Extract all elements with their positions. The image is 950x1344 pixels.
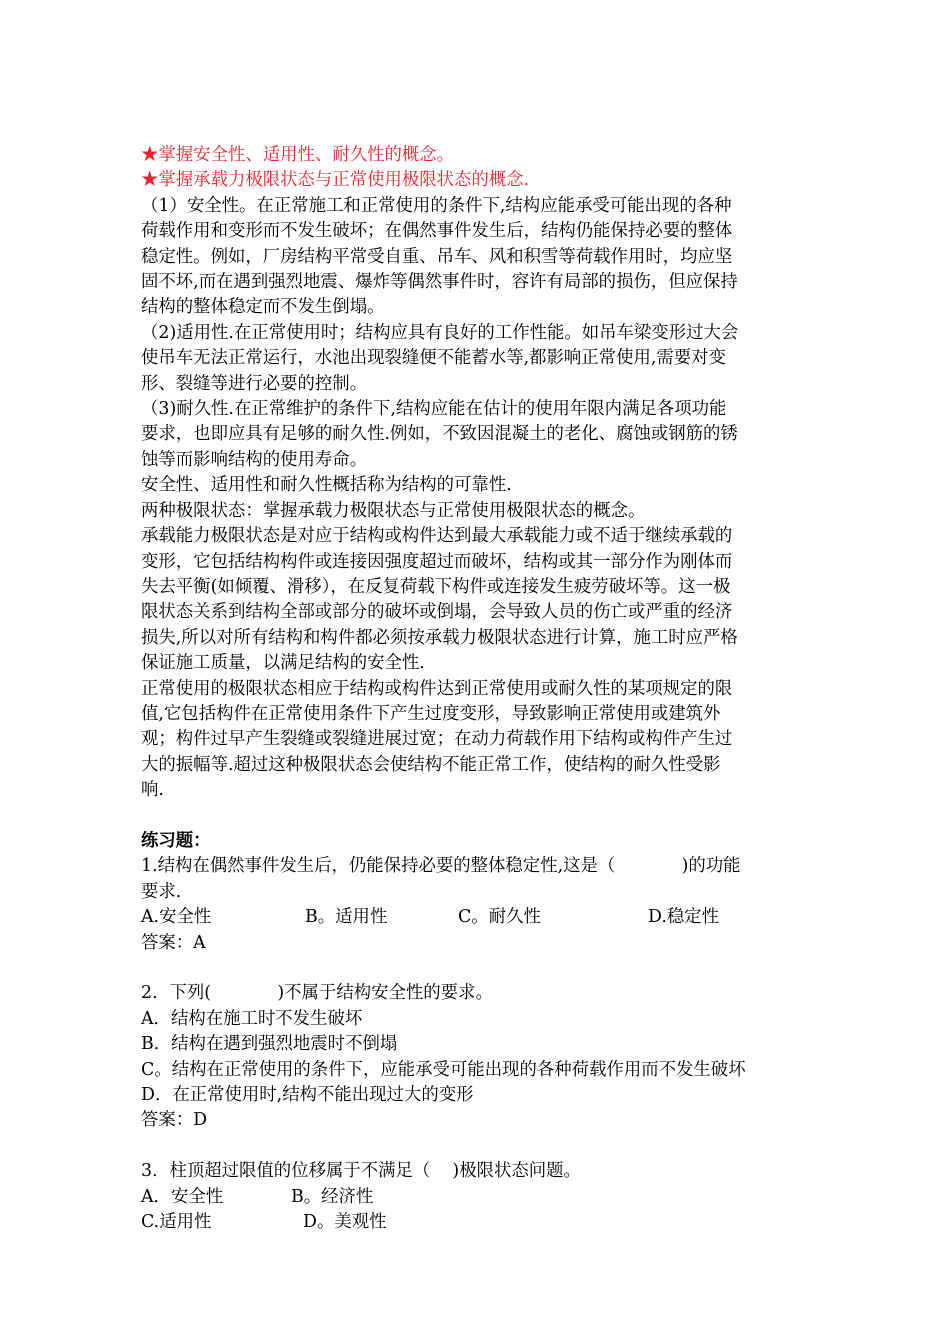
body-line: 变形，它包括结构构件或连接因强度超过而破坏，结构或其一部分作为刚体而 [141, 551, 733, 572]
question-3 [141, 1159, 821, 1235]
body-line: 固不坏,而在遇到强烈地震、爆炸等偶然事件时，容许有局部的损伤，但应保持 [141, 272, 738, 293]
option: D。美观性 [303, 1212, 387, 1233]
question-stem: 3．柱顶超过限值的位移属于不满足（ )极限状态问题。 [141, 1161, 581, 1182]
body-line: 荷载作用和变形而不发生破坏；在偶然事件发生后，结构仍能保持必要的整体 [141, 221, 733, 242]
body-line: 限状态关系到结构全部或部分的破坏或倒塌，会导致人员的伤亡或严重的经济 [141, 602, 733, 623]
answer: 答案：A [141, 932, 206, 953]
question-stem: 要求. [141, 881, 182, 902]
body-line: 保证施工质量，以满足结构的安全性. [141, 653, 425, 674]
option: B。适用性 [305, 907, 388, 928]
exercise-heading: 练习题： [141, 830, 211, 851]
document-page [141, 143, 821, 1235]
spacer [141, 1134, 821, 1159]
question-1 [141, 854, 821, 956]
body-line: 承载能力极限状态是对应于结构或构件达到最大承载能力或不适于继续承载的 [141, 526, 733, 547]
key-point: ★掌握承载力极限状态与正常使用极限状态的概念. [141, 170, 530, 191]
option: B．结构在遇到强烈地震时不倒塌 [141, 1034, 398, 1055]
option: C。结构在正常使用的条件下，应能承受可能出现的各种荷载作用而不发生破坏 [141, 1059, 746, 1080]
question-2 [141, 981, 821, 1133]
option: D.稳定性 [648, 907, 720, 928]
body-line: （2)适用性.在正常使用时；结构应具有良好的工作性能。如吊车梁变形过大会 [141, 322, 739, 343]
spacer [141, 956, 821, 981]
spacer [141, 804, 821, 829]
option: A.安全性 [141, 907, 212, 928]
option: A．安全性 [141, 1186, 224, 1207]
body-line: 要求，也即应具有足够的耐久性.例如，不致因混凝土的老化、腐蚀或钢筋的锈 [141, 424, 738, 445]
body-line: 值,它包括构件在正常使用条件下产生过度变形，导致影响正常使用或建筑外 [141, 703, 721, 724]
body-line: 安全性、适用性和耐久性概括称为结构的可靠性. [141, 475, 512, 496]
option: C。耐久性 [458, 907, 541, 928]
body-line: 正常使用的极限状态相应于结构或构件达到正常使用或耐久性的某项规定的限 [141, 678, 733, 699]
body-line: （1）安全性。在正常施工和正常使用的条件下,结构应能承受可能出现的各种 [141, 195, 732, 216]
body-line: 使吊车无法正常运行，水池出现裂缝便不能蓄水等,都影响正常使用,需要对变 [141, 348, 726, 369]
body-line: 大的振幅等.超过这种极限状态会使结构不能正常工作，使结构的耐久性受影 [141, 754, 721, 775]
option: A．结构在施工时不发生破坏 [141, 1008, 363, 1029]
body-line: 稳定性。例如，厂房结构平常受自重、吊车、风和积雪等荷载作用时，均应坚 [141, 246, 733, 267]
option: D．在正常使用时,结构不能出现过大的变形 [141, 1085, 474, 1105]
body-line: 结构的整体稳定而不发生倒塌。 [141, 297, 385, 318]
question-stem: 1.结构在偶然事件发生后，仍能保持必要的整体稳定性,这是（ )的功能 [141, 856, 741, 877]
body-line: 损失,所以对所有结构和构件都必须按承载力极限状态进行计算，施工时应严格 [141, 627, 738, 648]
key-point: ★掌握安全性、适用性、耐久性的概念。 [141, 145, 455, 165]
answer: 答案：D [141, 1110, 208, 1131]
option-row [141, 1210, 821, 1235]
body-text [141, 194, 821, 804]
option-row [141, 905, 821, 930]
body-line: 蚀等而影响结构的使用寿命。 [141, 449, 368, 470]
body-line: 形、裂缝等进行必要的控制。 [141, 373, 368, 394]
question-stem: 2．下列( )不属于结构安全性的要求。 [141, 983, 493, 1004]
body-line: 响. [141, 780, 164, 801]
body-line: 失去平衡(如倾覆、滑移），在反复荷载下构件或连接发生疲劳破坏等。这一极 [141, 576, 731, 597]
option: B。经济性 [291, 1186, 374, 1207]
body-line: 两种极限状态：掌握承载力极限状态与正常使用极限状态的概念。 [141, 500, 646, 521]
body-line: （3)耐久性.在正常维护的条件下,结构应能在估计的使用年限内满足各项功能 [141, 399, 727, 420]
body-line: 观；构件过早产生裂缝或裂缝进展过宽；在动力荷载作用下结构或构件产生过 [141, 729, 733, 750]
option: C.适用性 [141, 1212, 212, 1233]
option-row [141, 1185, 821, 1210]
